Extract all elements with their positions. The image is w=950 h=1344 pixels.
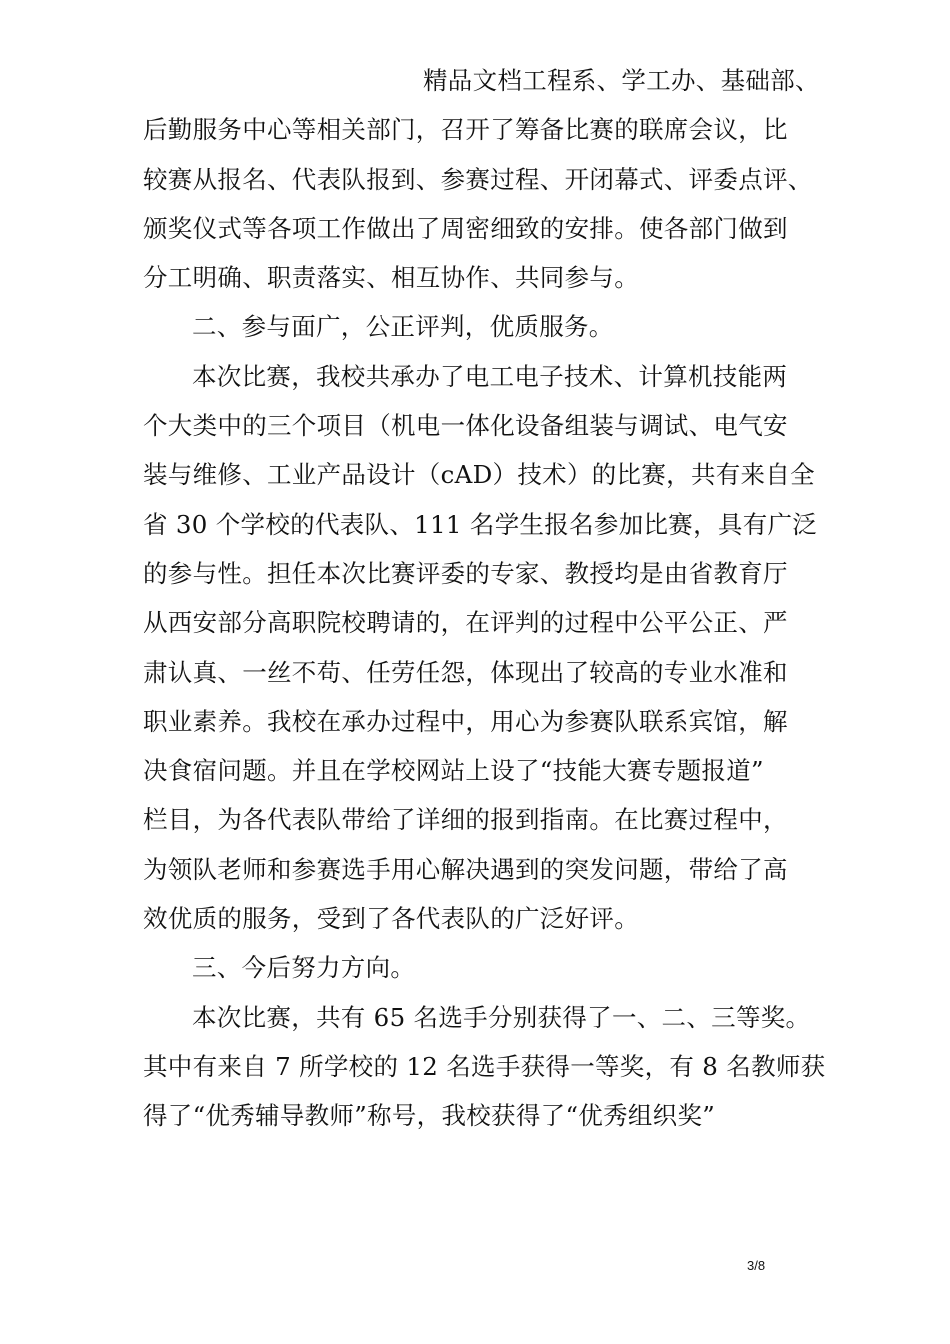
header-fragment: 精品文档: [423, 66, 523, 95]
text-line: 栏目，为各代表队带给了详细的报到指南。在比赛过程中，: [143, 805, 788, 835]
text-line: 工程系、学工办、基础部、: [522, 66, 820, 95]
text-line: 分工明确、职责落实、相互协作、共同参与。: [143, 263, 639, 293]
text-line: 的参与性。担任本次比赛评委的专家、教授均是由省教育厅: [143, 558, 788, 588]
text-line: 装与维修、工业产品设计（cAD）技术）的比赛，共有来自全: [143, 460, 815, 490]
text-line: 颁奖仪式等各项工作做出了周密细致的安排。使各部门做到: [143, 213, 788, 243]
text-line: 较赛从报名、代表队报到、参赛过程、开闭幕式、评委点评、: [143, 164, 813, 194]
text-line: 为领队老师和参赛选手用心解决遇到的突发问题，带给了高: [143, 854, 788, 884]
text-line: 省 30 个学校的代表队、111 名学生报名参加比赛，具有广泛: [143, 509, 818, 539]
text-line: 个大类中的三个项目（机电一体化设备组装与调试、电气安: [143, 411, 788, 441]
text-line: 后勤服务中心等相关部门，召开了筹备比赛的联席会议，比: [143, 115, 788, 145]
text-line: 得了“优秀辅导教师”称号，我校获得了“优秀组织奖”: [143, 1101, 716, 1131]
text-line: 肃认真、一丝不苟、任劳任怨，体现出了较高的专业水准和: [143, 657, 788, 687]
text-line: 本次比赛，我校共承办了电工电子技术、计算机技能两: [192, 361, 788, 391]
document-body: [143, 56, 826, 1141]
first-line: [143, 56, 823, 105]
text-line: 从西安部分高职院校聘请的，在评判的过程中公平公正、严: [143, 608, 788, 638]
text-line: 其中有来自 7 所学校的 12 名选手获得一等奖，有 8 名教师获: [143, 1051, 826, 1081]
text-line: 决食宿问题。并且在学校网站上设了“技能大赛专题报道”: [143, 756, 764, 786]
section-heading: 二、参与面广，公正评判，优质服务。: [192, 312, 614, 342]
text-line: 本次比赛，共有 65 名选手分别获得了一、二、三等奖。: [192, 1002, 811, 1032]
section-heading: 三、今后努力方向。: [192, 953, 416, 983]
text-line: 职业素养。我校在承办过程中，用心为参赛队联系宾馆，解: [143, 706, 788, 736]
text-line: 效优质的服务，受到了各代表队的广泛好评。: [143, 904, 639, 934]
page-number: 3/8: [747, 1258, 766, 1273]
